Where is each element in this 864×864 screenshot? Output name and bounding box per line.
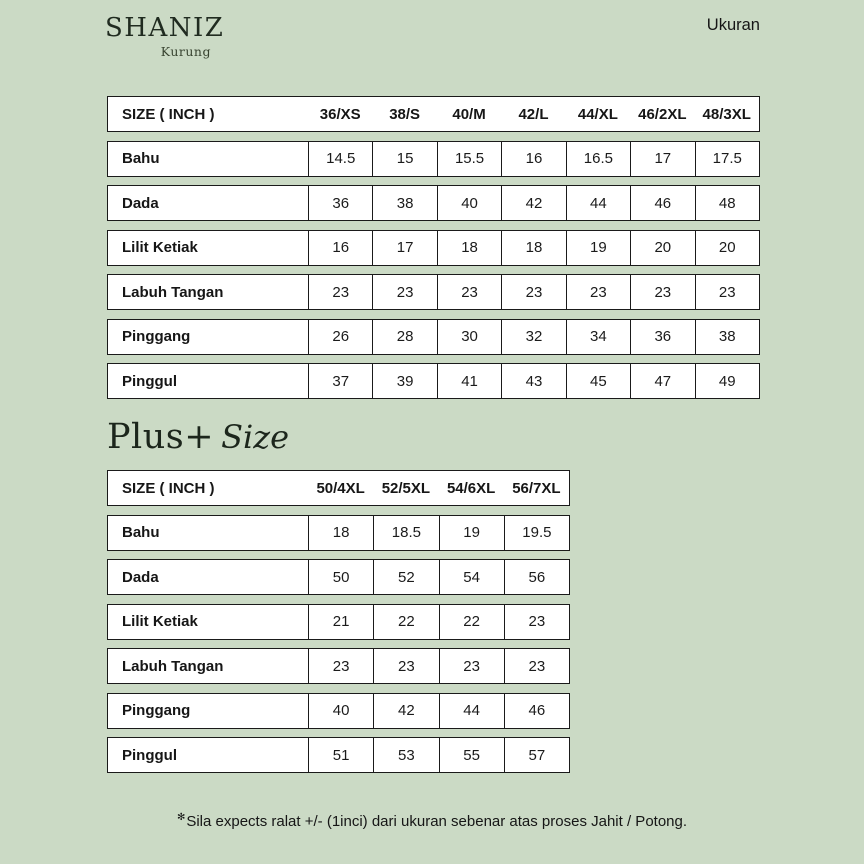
measurement-cell: 22 — [439, 605, 504, 639]
table-row — [107, 230, 760, 266]
measurement-cell: 55 — [439, 738, 504, 772]
measurement-cell: 50 — [308, 560, 373, 594]
brand-name: SHANIZ — [105, 13, 225, 43]
measurement-cell: 17 — [372, 231, 436, 265]
plus-size-heading — [107, 417, 290, 457]
table-row — [107, 141, 760, 177]
measurement-cell: 16 — [308, 231, 372, 265]
row-label: Labuh Tangan — [122, 657, 224, 675]
measurement-cell: 18.5 — [373, 516, 438, 550]
measurement-cell: 32 — [501, 320, 565, 354]
measurement-cell: 38 — [695, 320, 759, 354]
measurement-cell: 14.5 — [308, 142, 372, 176]
column-header: 44/XL — [577, 105, 618, 123]
measurement-cell: 46 — [504, 694, 569, 728]
measurement-cell: 44 — [439, 694, 504, 728]
footnote — [0, 812, 864, 830]
measurement-cell: 17 — [630, 142, 694, 176]
table-row — [107, 648, 570, 684]
row-label: Pinggul — [122, 372, 177, 390]
table-row — [107, 185, 760, 221]
measurement-cell: 20 — [695, 231, 759, 265]
column-header: 40/M — [452, 105, 486, 123]
measurement-cell: 36 — [308, 186, 372, 220]
column-header: 42/L — [518, 105, 549, 123]
measurement-cell: 51 — [308, 738, 373, 772]
measurement-cell: 23 — [437, 275, 501, 309]
size-inch-header: SIZE ( INCH ) — [122, 105, 215, 123]
table-row — [107, 559, 570, 595]
row-label: Pinggul — [122, 746, 177, 764]
measurement-cell: 19 — [566, 231, 630, 265]
row-label: Lilit Ketiak — [122, 613, 198, 630]
footnote-asterisk-icon: ✻ — [176, 812, 186, 823]
measurement-cell: 23 — [372, 275, 436, 309]
column-header: 54/6XL — [446, 479, 496, 497]
table-row — [107, 693, 570, 729]
measurement-cell: 46 — [630, 186, 694, 220]
measurement-cell: 15 — [372, 142, 436, 176]
row-label: Dada — [122, 568, 159, 586]
size-table-plus — [107, 470, 570, 782]
measurement-cell: 40 — [308, 694, 373, 728]
measurement-cell: 16 — [501, 142, 565, 176]
measurement-cell: 38 — [372, 186, 436, 220]
measurement-cell: 16.5 — [566, 142, 630, 176]
measurement-cell: 49 — [695, 364, 759, 398]
table-row — [107, 319, 760, 355]
measurement-cell: 20 — [630, 231, 694, 265]
measurement-cell: 23 — [501, 275, 565, 309]
table-header-row — [107, 470, 570, 506]
measurement-cell: 19 — [439, 516, 504, 550]
measurement-cell: 21 — [308, 605, 373, 639]
measurement-cell: 23 — [630, 275, 694, 309]
table-row — [107, 515, 570, 551]
measurement-cell: 36 — [630, 320, 694, 354]
measurement-cell: 23 — [566, 275, 630, 309]
measurement-cell: 26 — [308, 320, 372, 354]
plus-size-heading-part2: Size — [221, 418, 290, 456]
row-label: Pinggang — [122, 702, 191, 719]
measurement-cell: 15.5 — [437, 142, 501, 176]
brand-subtitle: Kurung — [160, 44, 211, 59]
page-title-ukuran: Ukuran — [706, 16, 760, 34]
table-row — [107, 737, 570, 773]
row-label: Dada — [122, 194, 159, 212]
brand-logo — [105, 13, 225, 59]
size-inch-header: SIZE ( INCH ) — [122, 479, 215, 497]
measurement-cell: 23 — [308, 649, 373, 683]
measurement-cell: 23 — [308, 275, 372, 309]
measurement-cell: 48 — [695, 186, 759, 220]
measurement-cell: 52 — [373, 560, 438, 594]
measurement-cell: 43 — [501, 364, 565, 398]
measurement-cell: 44 — [566, 186, 630, 220]
measurement-cell: 23 — [504, 605, 569, 639]
column-header: 36/XS — [319, 105, 361, 123]
measurement-cell: 39 — [372, 364, 436, 398]
table-row — [107, 274, 760, 310]
measurement-cell: 18 — [308, 516, 373, 550]
measurement-cell: 28 — [372, 320, 436, 354]
row-label: Bahu — [122, 150, 160, 167]
footnote-text: Sila expects ralat +/- (1inci) dari ukuran sebenar atas proses Jahit / Potong. — [186, 813, 688, 830]
column-header: 46/2XL — [638, 105, 687, 123]
table-row — [107, 604, 570, 640]
measurement-cell: 47 — [630, 364, 694, 398]
measurement-cell: 23 — [373, 649, 438, 683]
measurement-cell: 23 — [695, 275, 759, 309]
plus-size-heading-part1: Plus+ — [107, 417, 215, 457]
column-header: 48/3XL — [702, 105, 751, 123]
column-header: 38/S — [389, 105, 421, 123]
measurement-cell: 42 — [501, 186, 565, 220]
measurement-cell: 34 — [566, 320, 630, 354]
measurement-cell: 22 — [373, 605, 438, 639]
measurement-cell: 53 — [373, 738, 438, 772]
measurement-cell: 30 — [437, 320, 501, 354]
column-header: 50/4XL — [316, 479, 365, 497]
measurement-cell: 18 — [501, 231, 565, 265]
measurement-cell: 23 — [439, 649, 504, 683]
row-label: Pinggang — [122, 328, 191, 345]
row-label: Lilit Ketiak — [122, 239, 198, 256]
measurement-cell: 23 — [504, 649, 569, 683]
measurement-cell: 41 — [437, 364, 501, 398]
measurement-cell: 45 — [566, 364, 630, 398]
measurement-cell: 56 — [504, 560, 569, 594]
measurement-cell: 42 — [373, 694, 438, 728]
measurement-cell: 40 — [437, 186, 501, 220]
measurement-cell: 17.5 — [695, 142, 759, 176]
measurement-cell: 54 — [439, 560, 504, 594]
measurement-cell: 37 — [308, 364, 372, 398]
table-header-row — [107, 96, 760, 132]
table-row — [107, 363, 760, 399]
row-label: Bahu — [122, 524, 160, 541]
measurement-cell: 57 — [504, 738, 569, 772]
measurement-cell: 19.5 — [504, 516, 569, 550]
column-header: 56/7XL — [512, 479, 561, 497]
row-label: Labuh Tangan — [122, 283, 224, 301]
size-table-regular — [107, 96, 760, 408]
column-header: 52/5XL — [381, 479, 431, 497]
measurement-cell: 18 — [437, 231, 501, 265]
